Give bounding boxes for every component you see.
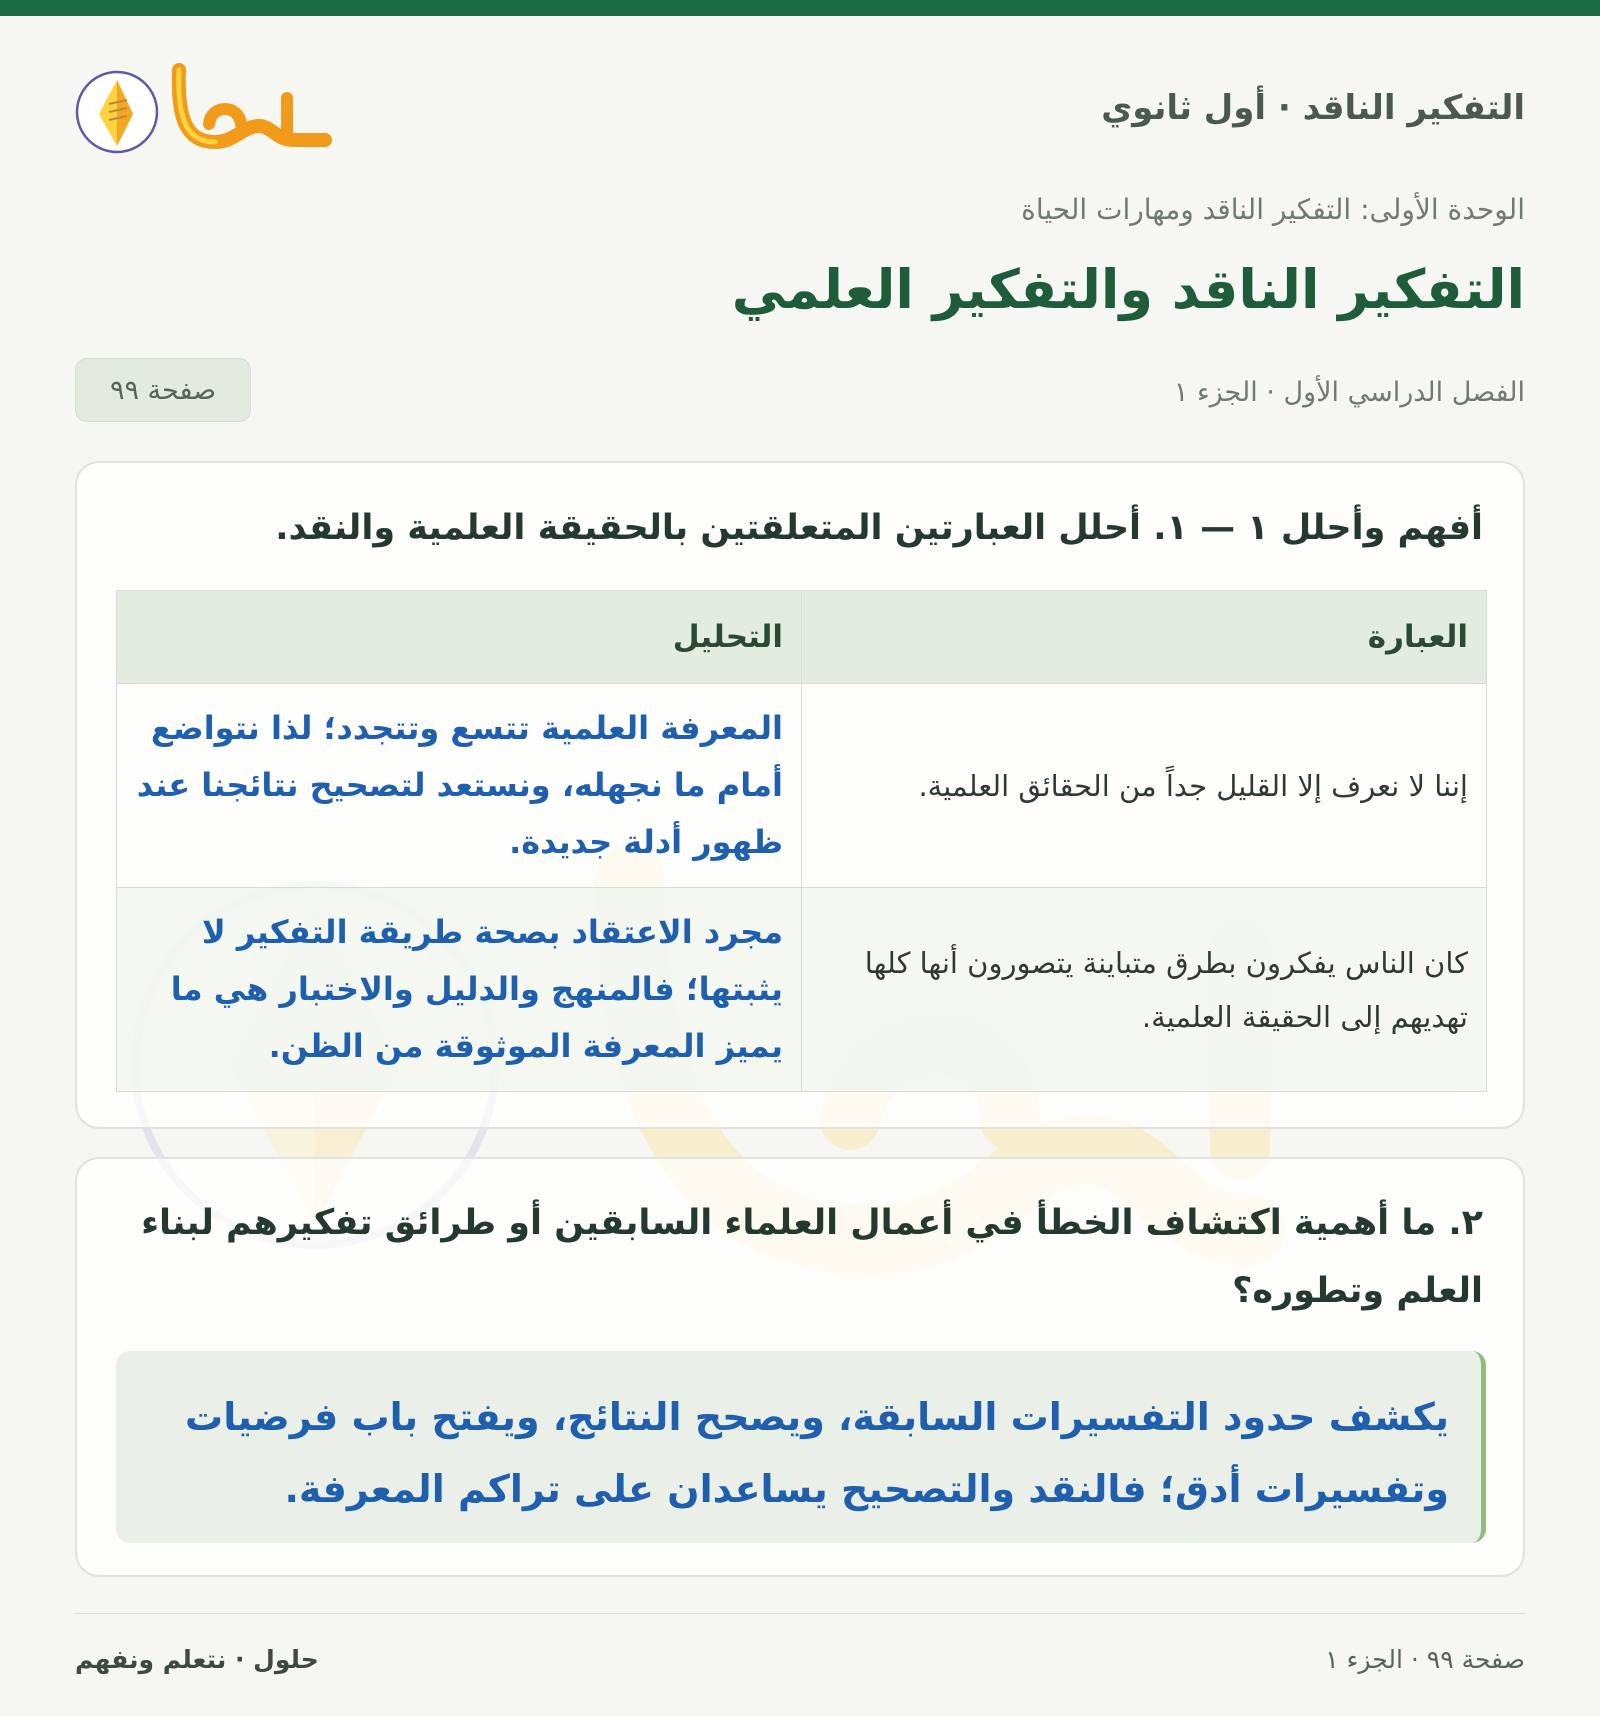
unit-label: الوحدة الأولى: التفكير الناقد ومهارات الحياة xyxy=(1021,193,1525,226)
course-title: التفكير الناقد · أول ثانوي xyxy=(1101,88,1525,128)
page-header xyxy=(75,60,1525,160)
footer-page-info: صفحة ٩٩ · الجزء ١ xyxy=(1325,1645,1525,1674)
term-label: الفصل الدراسي الأول · الجزء ١ xyxy=(1173,377,1525,408)
question-2-card xyxy=(75,1157,1525,1577)
top-accent-bar xyxy=(0,0,1600,16)
statement-cell: إننا لا نعرف إلا القليل جداً من الحقائق العلمية. xyxy=(802,684,1487,888)
column-header-statement: العبارة xyxy=(802,591,1487,684)
footer-brand: حلول · نتعلم ونفهم xyxy=(75,1645,319,1674)
page-number-chip: صفحة ٩٩ xyxy=(75,358,251,422)
analysis-table xyxy=(116,590,1487,1092)
table-row xyxy=(117,684,1487,888)
analysis-cell: المعرفة العلمية تتسع وتتجدد؛ لذا نتواضع أمام ما نجهله، ونستعد لتصحيح نتائجنا عند ظهور أدلة جديدة. xyxy=(117,684,802,888)
question-1-card xyxy=(75,461,1525,1129)
question-2-answer: يكشف حدود التفسيرات السابقة، ويصحح النتائج، ويفتح باب فرضيات وتفسيرات أدق؛ فالنقد والتصحيح يساعدان على تراكم المعرفة. xyxy=(116,1351,1486,1543)
question-2-title: ٢. ما أهمية اكتشاف الخطأ في أعمال العلماء السابقين أو طرائق تفكيرهم لبناء العلم وتطوره؟ xyxy=(141,1203,1483,1311)
footer-divider xyxy=(75,1613,1525,1614)
table-row xyxy=(117,888,1487,1092)
table-header-row xyxy=(117,591,1487,684)
lesson-title: التفكير الناقد والتفكير العلمي xyxy=(731,258,1525,321)
analysis-cell: مجرد الاعتقاد بصحة طريقة التفكير لا يثبتها؛ فالمنهج والدليل والاختبار هي ما يميز المعرفة الموثوقة من الظن. xyxy=(117,888,802,1092)
hulool-logo xyxy=(75,60,345,160)
column-header-analysis: التحليل xyxy=(117,591,802,684)
question-1-title: أفهم وأحلل ١ — ١. أحلل العبارتين المتعلقتين بالحقيقة العلمية والنقد. xyxy=(275,508,1483,548)
statement-cell: كان الناس يفكرون بطرق متباينة يتصورون أنها كلها تهديهم إلى الحقيقة العلمية. xyxy=(802,888,1487,1092)
